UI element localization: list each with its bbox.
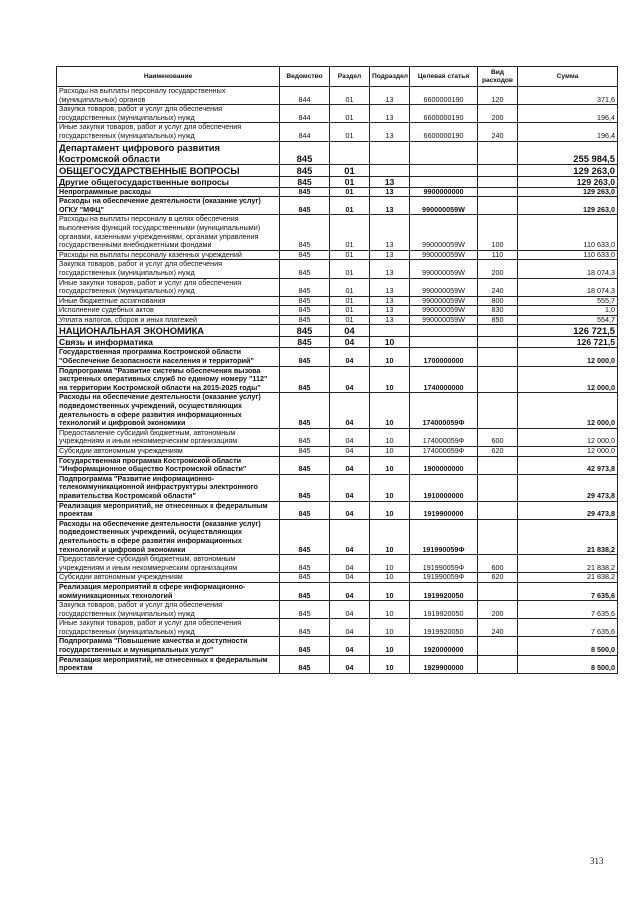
cell-section: 04: [330, 573, 370, 583]
table-row: [57, 573, 618, 583]
table-row: [57, 260, 618, 278]
cell-section: 04: [330, 655, 370, 673]
table-row: [57, 187, 618, 197]
cell-dept: 845: [280, 573, 330, 583]
cell-sum: 126 721,5: [518, 337, 618, 348]
cell-dept: 845: [280, 456, 330, 474]
cell-dept: 845: [280, 601, 330, 619]
cell-name: Реализация мероприятий, не отнесенных к федеральным проектам: [57, 655, 280, 673]
cell-sum: 255 984,5: [518, 141, 618, 164]
cell-sum: 12 000,0: [518, 428, 618, 446]
cell-exp-type: [478, 393, 518, 428]
cell-target: 1919920050: [410, 582, 478, 600]
cell-name: Расходы на обеспечение деятельности (оказание услуг) подведомственных учреждений, осуществляющих деятельность в сфере развития информационных технологий и цифровой экономики: [57, 519, 280, 554]
cell-subsection: [370, 141, 410, 164]
cell-exp-type: [478, 176, 518, 187]
cell-name: Департамент цифрового развития Костромской области: [57, 141, 280, 164]
cell-target: 174000059Ф: [410, 428, 478, 446]
cell-subsection: 10: [370, 573, 410, 583]
table-row: [57, 315, 618, 325]
cell-subsection: 13: [370, 105, 410, 123]
cell-dept: 845: [280, 278, 330, 296]
cell-subsection: 13: [370, 260, 410, 278]
cell-sum: 8 500,0: [518, 637, 618, 655]
cell-sum: 29 473,8: [518, 501, 618, 519]
table-row: [57, 164, 618, 176]
cell-sum: 555,7: [518, 296, 618, 306]
cell-section: 04: [330, 393, 370, 428]
cell-exp-type: [478, 637, 518, 655]
cell-dept: 845: [280, 474, 330, 501]
cell-subsection: 10: [370, 655, 410, 673]
cell-name: Предоставление субсидий бюджетным, автономным учреждениям и иным некоммерческим организациям: [57, 428, 280, 446]
cell-name: Непрограммные расходы: [57, 187, 280, 197]
cell-dept: 844: [280, 105, 330, 123]
table-row: [57, 215, 618, 250]
cell-dept: 845: [280, 315, 330, 325]
cell-sum: 21 838,2: [518, 555, 618, 573]
cell-name: Реализация мероприятий, не отнесенных к федеральным проектам: [57, 501, 280, 519]
cell-name: ОБЩЕГОСУДАРСТВЕННЫЕ ВОПРОСЫ: [57, 164, 280, 176]
header-subsection: Подраздел: [370, 67, 410, 87]
cell-dept: 845: [280, 428, 330, 446]
cell-name: Иные бюджетные ассигнования: [57, 296, 280, 306]
cell-target: 6600000190: [410, 105, 478, 123]
cell-exp-type: [478, 474, 518, 501]
cell-section: 04: [330, 348, 370, 366]
cell-dept: 845: [280, 582, 330, 600]
cell-subsection: 10: [370, 428, 410, 446]
cell-section: 01: [330, 315, 370, 325]
cell-dept: 845: [280, 655, 330, 673]
cell-dept: 845: [280, 501, 330, 519]
cell-dept: 845: [280, 296, 330, 306]
cell-dept: 845: [280, 393, 330, 428]
table-row: [57, 637, 618, 655]
cell-target: 1919920050: [410, 619, 478, 637]
cell-subsection: [370, 164, 410, 176]
cell-target: 9900000000: [410, 187, 478, 197]
cell-target: 1900000000: [410, 456, 478, 474]
cell-subsection: 10: [370, 582, 410, 600]
cell-sum: 18 074,3: [518, 260, 618, 278]
table-row: [57, 337, 618, 348]
cell-exp-type: 200: [478, 260, 518, 278]
cell-dept: 845: [280, 337, 330, 348]
cell-subsection: 13: [370, 87, 410, 105]
cell-target: 174000059Ф: [410, 447, 478, 457]
cell-dept: 845: [280, 637, 330, 655]
cell-dept: 845: [280, 447, 330, 457]
cell-exp-type: 200: [478, 601, 518, 619]
cell-subsection: 13: [370, 215, 410, 250]
cell-sum: 129 263,0: [518, 164, 618, 176]
cell-name: Расходы на выплаты персоналу в целях обеспечения выполнения функций государственными (муниципальными) органами, казенными учреждениями, органами управления государственными внебюджетными фондами: [57, 215, 280, 250]
cell-dept: 845: [280, 197, 330, 215]
cell-exp-type: 200: [478, 105, 518, 123]
cell-name: Подпрограмма "Повышение качества и доступности государственных и муниципальных услуг": [57, 637, 280, 655]
table-row: [57, 141, 618, 164]
cell-section: 04: [330, 325, 370, 337]
table-row: [57, 325, 618, 337]
cell-dept: 845: [280, 555, 330, 573]
cell-sum: 129 263,0: [518, 176, 618, 187]
cell-dept: 845: [280, 260, 330, 278]
cell-sum: 129 263,0: [518, 197, 618, 215]
cell-name: Уплата налогов, сборов и иных платежей: [57, 315, 280, 325]
table-row: [57, 197, 618, 215]
cell-exp-type: [478, 501, 518, 519]
table-row: [57, 176, 618, 187]
cell-target: [410, 337, 478, 348]
cell-section: 01: [330, 105, 370, 123]
table-row: [57, 519, 618, 554]
cell-exp-type: [478, 348, 518, 366]
cell-sum: 371,6: [518, 87, 618, 105]
cell-dept: 845: [280, 366, 330, 393]
cell-subsection: 10: [370, 474, 410, 501]
cell-sum: 1,0: [518, 306, 618, 316]
table-row: [57, 619, 618, 637]
cell-sum: 18 074,3: [518, 278, 618, 296]
cell-target: 191990059Ф: [410, 519, 478, 554]
cell-exp-type: [478, 582, 518, 600]
cell-dept: 845: [280, 141, 330, 164]
cell-section: 01: [330, 176, 370, 187]
cell-target: 1920000000: [410, 637, 478, 655]
cell-target: 990000059W: [410, 197, 478, 215]
cell-section: 04: [330, 519, 370, 554]
cell-exp-type: [478, 197, 518, 215]
cell-section: 01: [330, 250, 370, 260]
cell-target: 990000059W: [410, 306, 478, 316]
cell-dept: 845: [280, 348, 330, 366]
cell-target: [410, 176, 478, 187]
cell-name: Связь и информатика: [57, 337, 280, 348]
cell-subsection: 13: [370, 306, 410, 316]
cell-target: 174000059Ф: [410, 393, 478, 428]
cell-name: Исполнение судебных актов: [57, 306, 280, 316]
cell-exp-type: [478, 366, 518, 393]
cell-target: [410, 325, 478, 337]
cell-section: 01: [330, 87, 370, 105]
cell-target: 990000059W: [410, 296, 478, 306]
cell-section: 01: [330, 306, 370, 316]
cell-dept: 845: [280, 519, 330, 554]
cell-target: 6600000190: [410, 123, 478, 141]
cell-subsection: 13: [370, 250, 410, 260]
page-number: 313: [590, 856, 604, 866]
cell-subsection: 10: [370, 555, 410, 573]
table-row: [57, 296, 618, 306]
cell-name: Расходы на выплаты персоналу казенных учреждений: [57, 250, 280, 260]
cell-name: Субсидии автономным учреждениям: [57, 573, 280, 583]
cell-section: 04: [330, 474, 370, 501]
cell-subsection: 13: [370, 315, 410, 325]
header-dept: Ведомство: [280, 67, 330, 87]
cell-target: 1929900000: [410, 655, 478, 673]
cell-section: 01: [330, 260, 370, 278]
cell-name: Подпрограмма "Развитие информационно-телекоммуникационной инфраструктуры электронного правительства Костромской области": [57, 474, 280, 501]
cell-subsection: 10: [370, 637, 410, 655]
cell-target: 1740000000: [410, 366, 478, 393]
cell-subsection: 10: [370, 366, 410, 393]
cell-sum: 129 263,0: [518, 187, 618, 197]
cell-sum: 110 633,0: [518, 250, 618, 260]
cell-sum: 12 000,0: [518, 447, 618, 457]
cell-section: 01: [330, 187, 370, 197]
cell-sum: 21 838,2: [518, 573, 618, 583]
cell-sum: 110 633,0: [518, 215, 618, 250]
cell-name: Расходы на обеспечение деятельности (оказание услуг) ОГКУ "МФЦ": [57, 197, 280, 215]
table-row: [57, 348, 618, 366]
cell-sum: 42 973,8: [518, 456, 618, 474]
table-row: [57, 447, 618, 457]
cell-dept: 845: [280, 619, 330, 637]
cell-name: Предоставление субсидий бюджетным, автономным учреждениям и иным некоммерческим организациям: [57, 555, 280, 573]
table-row: [57, 655, 618, 673]
cell-name: Реализация мероприятий в сфере информационно-коммуникационных технологий: [57, 582, 280, 600]
cell-section: 04: [330, 619, 370, 637]
cell-subsection: 10: [370, 501, 410, 519]
table-row: [57, 87, 618, 105]
cell-name: Другие общегосударственные вопросы: [57, 176, 280, 187]
cell-section: 01: [330, 278, 370, 296]
cell-name: Закупка товаров, работ и услуг для обеспечения государственных (муниципальных) нужд: [57, 260, 280, 278]
cell-subsection: 10: [370, 456, 410, 474]
cell-exp-type: 600: [478, 428, 518, 446]
table-row: [57, 306, 618, 316]
table-row: [57, 428, 618, 446]
cell-target: 191990059Ф: [410, 573, 478, 583]
cell-target: 990000059W: [410, 215, 478, 250]
cell-exp-type: 850: [478, 315, 518, 325]
cell-section: 01: [330, 123, 370, 141]
cell-sum: 21 838,2: [518, 519, 618, 554]
cell-section: 01: [330, 215, 370, 250]
header-name: Наименование: [57, 67, 280, 87]
cell-target: [410, 164, 478, 176]
cell-exp-type: [478, 187, 518, 197]
cell-target: 191990059Ф: [410, 555, 478, 573]
cell-name: Подпрограмма "Развитие системы обеспечения вызова экстренных оперативных служб по единому номеру "112" на территории Костромской области на 2015-2025 годы": [57, 366, 280, 393]
cell-exp-type: [478, 337, 518, 348]
cell-dept: 844: [280, 87, 330, 105]
cell-dept: 845: [280, 250, 330, 260]
cell-name: Государственная программа Костромской области "Обеспечение безопасности населения и территорий": [57, 348, 280, 366]
cell-subsection: 10: [370, 393, 410, 428]
cell-exp-type: 620: [478, 447, 518, 457]
cell-exp-type: [478, 164, 518, 176]
cell-sum: 12 000,0: [518, 348, 618, 366]
cell-sum: 554,7: [518, 315, 618, 325]
cell-name: Закупка товаров, работ и услуг для обеспечения государственных (муниципальных) нужд: [57, 105, 280, 123]
cell-exp-type: 600: [478, 555, 518, 573]
cell-exp-type: [478, 456, 518, 474]
cell-exp-type: 620: [478, 573, 518, 583]
table-row: [57, 456, 618, 474]
cell-sum: 12 000,0: [518, 366, 618, 393]
cell-section: 04: [330, 601, 370, 619]
budget-table: [56, 66, 618, 674]
cell-subsection: 10: [370, 619, 410, 637]
cell-target: 1910000000: [410, 474, 478, 501]
table-row: [57, 278, 618, 296]
table-row: [57, 105, 618, 123]
cell-exp-type: 110: [478, 250, 518, 260]
cell-exp-type: 800: [478, 296, 518, 306]
cell-target: 990000059W: [410, 260, 478, 278]
cell-name: Расходы на обеспечение деятельности (оказание услуг) подведомственных учреждений, осуществляющих деятельность в сфере развития информационных технологий и цифровой экономики: [57, 393, 280, 428]
cell-subsection: 10: [370, 519, 410, 554]
cell-exp-type: 240: [478, 123, 518, 141]
cell-exp-type: [478, 519, 518, 554]
cell-subsection: 13: [370, 187, 410, 197]
cell-dept: 845: [280, 306, 330, 316]
cell-name: Иные закупки товаров, работ и услуг для обеспечения государственных (муниципальных) нужд: [57, 123, 280, 141]
cell-target: 6600000190: [410, 87, 478, 105]
cell-exp-type: 240: [478, 278, 518, 296]
cell-section: 04: [330, 366, 370, 393]
cell-name: Субсидии автономным учреждениям: [57, 447, 280, 457]
cell-exp-type: [478, 655, 518, 673]
cell-name: Расходы на выплаты персоналу государственных (муниципальных) органов: [57, 87, 280, 105]
cell-target: 990000059W: [410, 278, 478, 296]
cell-sum: 7 635,6: [518, 582, 618, 600]
table-row: [57, 474, 618, 501]
cell-sum: 7 635,6: [518, 619, 618, 637]
cell-section: 01: [330, 197, 370, 215]
table-row: [57, 393, 618, 428]
header-exp-type: Вид расходов: [478, 67, 518, 87]
cell-name: Иные закупки товаров, работ и услуг для обеспечения государственных (муниципальных) нужд: [57, 278, 280, 296]
cell-sum: 196,4: [518, 123, 618, 141]
cell-target: 1700000000: [410, 348, 478, 366]
cell-dept: 845: [280, 164, 330, 176]
cell-section: 04: [330, 555, 370, 573]
cell-subsection: 10: [370, 337, 410, 348]
table-row: [57, 366, 618, 393]
table-row: [57, 501, 618, 519]
table-row: [57, 250, 618, 260]
cell-exp-type: 830: [478, 306, 518, 316]
header-sum: Сумма: [518, 67, 618, 87]
cell-subsection: [370, 325, 410, 337]
cell-dept: 845: [280, 187, 330, 197]
cell-sum: 126 721,5: [518, 325, 618, 337]
cell-dept: 845: [280, 176, 330, 187]
cell-section: 01: [330, 164, 370, 176]
cell-subsection: 10: [370, 348, 410, 366]
cell-name: Закупка товаров, работ и услуг для обеспечения государственных (муниципальных) нужд: [57, 601, 280, 619]
cell-section: [330, 141, 370, 164]
cell-sum: 7 635,6: [518, 601, 618, 619]
cell-subsection: 10: [370, 601, 410, 619]
cell-section: 04: [330, 501, 370, 519]
header-section: Раздел: [330, 67, 370, 87]
cell-dept: 844: [280, 123, 330, 141]
table-header-row: [57, 67, 618, 87]
cell-name: Государственная программа Костромской области "Информационное общество Костромской области": [57, 456, 280, 474]
cell-sum: 29 473,8: [518, 474, 618, 501]
cell-exp-type: 240: [478, 619, 518, 637]
table-body: [57, 87, 618, 674]
cell-exp-type: [478, 325, 518, 337]
cell-section: 04: [330, 428, 370, 446]
header-target: Целевая статья: [410, 67, 478, 87]
cell-target: [410, 141, 478, 164]
cell-sum: 12 000,0: [518, 393, 618, 428]
cell-exp-type: 120: [478, 87, 518, 105]
cell-section: 04: [330, 637, 370, 655]
cell-section: 04: [330, 447, 370, 457]
cell-exp-type: 100: [478, 215, 518, 250]
table-row: [57, 123, 618, 141]
cell-section: 04: [330, 456, 370, 474]
cell-target: 1919920050: [410, 601, 478, 619]
cell-subsection: 13: [370, 123, 410, 141]
cell-sum: 8 500,0: [518, 655, 618, 673]
cell-dept: 845: [280, 215, 330, 250]
cell-section: 01: [330, 296, 370, 306]
table-row: [57, 601, 618, 619]
cell-subsection: 13: [370, 176, 410, 187]
cell-subsection: 13: [370, 278, 410, 296]
table-row: [57, 555, 618, 573]
table-row: [57, 582, 618, 600]
cell-section: 04: [330, 582, 370, 600]
cell-subsection: 10: [370, 447, 410, 457]
cell-name: НАЦИОНАЛЬНАЯ ЭКОНОМИКА: [57, 325, 280, 337]
cell-dept: 845: [280, 325, 330, 337]
cell-subsection: 13: [370, 197, 410, 215]
cell-sum: 196,4: [518, 105, 618, 123]
cell-target: 990000059W: [410, 315, 478, 325]
cell-target: 990000059W: [410, 250, 478, 260]
cell-name: Иные закупки товаров, работ и услуг для обеспечения государственных (муниципальных) нужд: [57, 619, 280, 637]
cell-exp-type: [478, 141, 518, 164]
cell-subsection: 13: [370, 296, 410, 306]
cell-target: 1919900000: [410, 501, 478, 519]
cell-section: 04: [330, 337, 370, 348]
